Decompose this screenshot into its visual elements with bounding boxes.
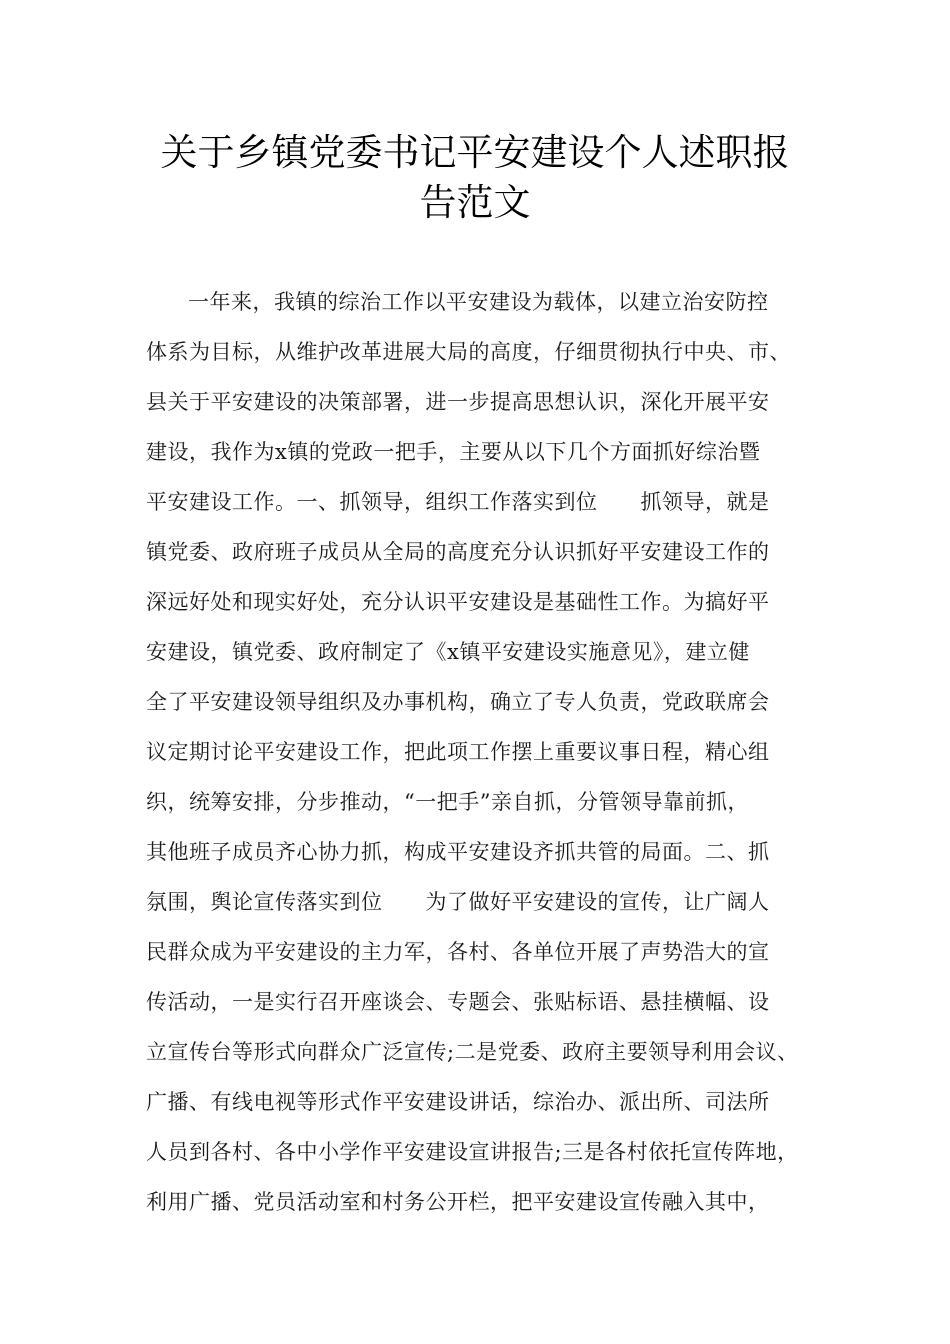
body-line: 镇党委、政府班子成员从全局的高度充分认识抓好平安建设工作的 — [146, 540, 770, 564]
body-line: 氛围，舆论宣传落实到位 为了做好平安建设的宣传，让广阔人 — [146, 890, 770, 914]
document-body — [146, 285, 836, 1235]
body-line: 织，统筹安排，分步推动，“一把手”亲自抓，分管领导靠前抓， — [146, 790, 749, 814]
body-line: 传活动，一是实行召开座谈会、专题会、张贴标语、悬挂横幅、设 — [146, 990, 770, 1014]
document-title — [120, 128, 830, 228]
body-line: 全了平安建设领导组织及办事机构，确立了专人负责，党政联席会 — [146, 690, 770, 714]
body-line: 建设，我作为x镇的党政一把手，主要从以下几个方面抓好综治暨 — [146, 440, 761, 464]
body-line: 体系为目标，从维护改革进展大局的高度，仔细贯彻执行中央、市、 — [146, 340, 791, 364]
body-line: 利用广播、党员活动室和村务公开栏，把平安建设宣传融入其中， — [146, 1190, 770, 1214]
title-line-2: 告范文 — [419, 181, 531, 224]
body-line: 人员到各村、各中小学作平安建设宣讲报告;三是各村依托宣传阵地， — [146, 1140, 799, 1164]
body-line: 县关于平安建设的决策部署，进一步提高思想认识，深化开展平安 — [146, 390, 770, 414]
body-line: 立宣传台等形式向群众广泛宣传;二是党委、政府主要领导利用会议、 — [146, 1040, 799, 1064]
title-line-1: 关于乡镇党委书记平安建设个人述职报 — [160, 131, 790, 174]
body-line: 深远好处和现实好处，充分认识平安建设是基础性工作。为搞好平 — [146, 590, 770, 614]
body-line: 平安建设工作。一、抓领导，组织工作落实到位 抓领导，就是 — [146, 490, 770, 514]
body-line: 其他班子成员齐心协力抓，构成平安建设齐抓共管的局面。二、抓 — [146, 840, 770, 864]
body-line: 一年来，我镇的综治工作以平安建设为载体，以建立治安防控 — [188, 290, 769, 314]
body-line: 安建设，镇党委、政府制定了《x镇平安建设实施意见》，建立健 — [146, 640, 750, 664]
body-line: 议定期讨论平安建设工作，把此项工作摆上重要议事日程，精心组 — [146, 740, 770, 764]
body-line: 民群众成为平安建设的主力军，各村、各单位开展了声势浩大的宣 — [146, 940, 770, 964]
body-line: 广播、有线电视等形式作平安建设讲话，综治办、派出所、司法所 — [146, 1090, 770, 1114]
